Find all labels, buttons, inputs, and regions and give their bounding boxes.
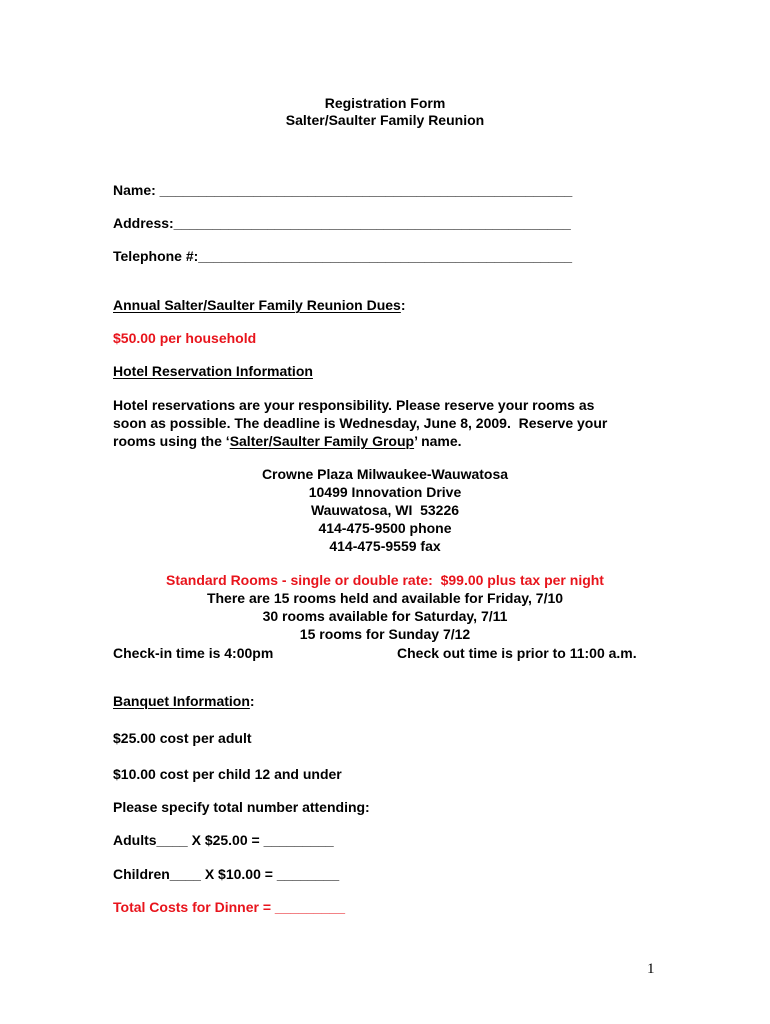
page-number: 1 xyxy=(647,961,655,977)
hotel-heading: Hotel Reservation Information xyxy=(113,363,313,379)
total-cost-line: Total Costs for Dinner = _________ xyxy=(113,899,345,915)
banquet-heading: Banquet Information xyxy=(113,693,250,709)
telephone-field-line: Telephone #:________________________________________________ xyxy=(113,248,573,264)
adult-cost: $25.00 cost per adult xyxy=(113,730,252,746)
family-group-name: Salter/Saulter Family Group xyxy=(229,433,415,449)
checkin-time: Check-in time is 4:00pm xyxy=(113,645,274,661)
address-field-line: Address:___________________________________________________ xyxy=(113,215,571,231)
children-count-line: Children____ X $10.00 = ________ xyxy=(113,866,340,882)
hotel-heading-line xyxy=(113,362,313,380)
dues-heading: Annual Salter/Saulter Family Reunion Dues xyxy=(113,297,401,313)
hotel-para-prefix: rooms using the ‘ xyxy=(113,433,230,449)
availability-friday: There are 15 rooms held and available for Friday, 7/10 xyxy=(206,590,564,606)
banquet-heading-colon: : xyxy=(249,693,255,709)
child-cost: $10.00 cost per child 12 and under xyxy=(113,766,342,782)
hotel-street: 10499 Innovation Drive xyxy=(308,484,462,500)
adults-count-line: Adults____ X $25.00 = _________ xyxy=(113,832,334,848)
hotel-paragraph-line-1: Hotel reservations are your responsibility. Please reserve your rooms as xyxy=(113,397,595,413)
checkout-time: Check out time is prior to 11:00 a.m. xyxy=(397,645,637,661)
hotel-city: Wauwatosa, WI 53226 xyxy=(310,502,460,518)
specify-attendance: Please specify total number attending: xyxy=(113,799,370,815)
hotel-paragraph-line-3 xyxy=(113,432,462,450)
hotel-fax: 414-475-9559 fax xyxy=(329,538,441,554)
room-rate: Standard Rooms - single or double rate: $99.00 plus tax per night xyxy=(166,572,604,588)
hotel-phone: 414-475-9500 phone xyxy=(318,520,452,536)
banquet-heading-line xyxy=(113,692,255,710)
form-subtitle: Salter/Saulter Family Reunion xyxy=(285,112,485,128)
dues-amount: $50.00 per household xyxy=(113,330,257,346)
dues-heading-line xyxy=(113,296,406,314)
dues-heading-colon: : xyxy=(400,297,406,313)
form-title: Registration Form xyxy=(324,95,446,111)
availability-saturday: 30 rooms available for Saturday, 7/11 xyxy=(262,608,508,624)
name-field-line: Name: _____________________________________________________ xyxy=(113,182,573,198)
hotel-para-suffix: ’ name. xyxy=(414,433,462,449)
hotel-name: Crowne Plaza Milwaukee-Wauwatosa xyxy=(261,466,509,482)
availability-sunday: 15 rooms for Sunday 7/12 xyxy=(299,626,471,642)
hotel-paragraph-line-2: soon as possible. The deadline is Wednesday, June 8, 2009. Reserve your xyxy=(113,415,608,431)
